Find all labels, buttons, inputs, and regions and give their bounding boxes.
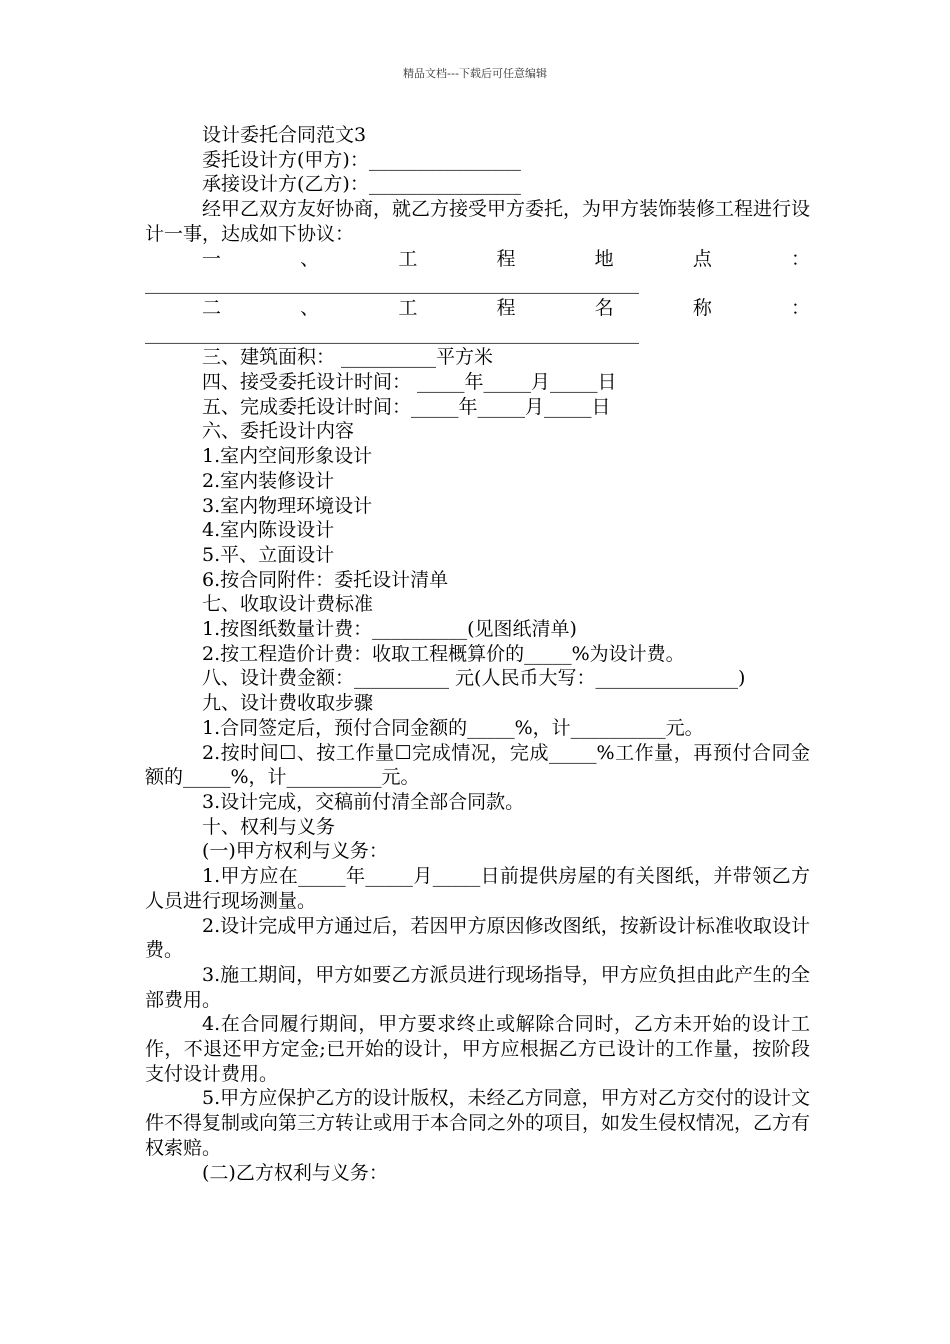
paragraph: 五、完成委托设计时间：_____年_____月_____日 — [202, 395, 611, 418]
paragraph: 设计委托合同范文3 — [202, 124, 367, 146]
paragraph: 十、权利与义务 — [202, 815, 336, 838]
paragraph: 经甲乙双方友好协商，就乙方接受甲方委托，为甲方装饰装修工程进行设计一事，达成如下协议： — [145, 198, 811, 245]
paragraph: 八、设计费金额：__________ 元(人民币大写：_______________) — [202, 667, 746, 690]
paragraph: 2.设计完成甲方通过后，若因甲方原因修改图纸，按新设计标准收取设计费。 — [145, 914, 810, 962]
paragraph: 4.在合同履行期间，甲方要求终止或解除合同时，乙方未开始的设计工作，不退还甲方定金;已开始的设计，甲方应根据乙方已设计的工作量，按阶段支付设计费用。 — [145, 1013, 810, 1085]
paragraph: 5.平、立面设计 — [202, 543, 335, 566]
paragraph: 委托设计方(甲方)：________________ — [202, 148, 521, 171]
paragraph: 一、工程地点： ____________________________________________________ — [145, 247, 810, 295]
paragraph: 九、设计费收取步骤 — [202, 692, 374, 715]
paragraph: (一)甲方权利与义务： — [202, 840, 388, 863]
page-header: 精品文档---下载后可任意编辑 — [403, 67, 547, 80]
paragraph: 六、委托设计内容 — [202, 420, 355, 443]
paragraph: 1.室内空间形象设计 — [202, 445, 373, 468]
paragraph: 6.按合同附件：委托设计清单 — [202, 568, 449, 591]
paragraph: 2.按工程造价计费：收取工程概算价的_____%为设计费。 — [202, 642, 685, 665]
paragraph: 3.室内物理环境设计 — [202, 494, 373, 517]
paragraph: 5.甲方应保护乙方的设计版权，未经乙方同意，甲方对乙方交付的设计文件不得复制或向第三方转让或用于本合同之外的项目，如发生侵权情况，乙方有权索赔。 — [145, 1087, 811, 1159]
paragraph: 1.合同签定后，预付合同金额的_____%，计__________元。 — [202, 716, 704, 739]
document-body — [145, 123, 810, 1185]
paragraph: 3.设计完成，交稿前付清全部合同款。 — [202, 790, 525, 813]
paragraph: 1.按图纸数量计费：__________(见图纸清单) — [202, 618, 577, 641]
paragraph: 1.甲方应在_____年_____月_____日前提供房屋的有关图纸，并带领乙方人员进行现场测量。 — [145, 865, 810, 912]
paragraph: 四、接受委托设计时间： _____年_____月_____日 — [202, 371, 617, 394]
paragraph: (二)乙方权利与义务： — [202, 1161, 388, 1184]
paragraph: 三、建筑面积： __________平方米 — [202, 346, 494, 369]
paragraph: 承接设计方(乙方)：________________ — [202, 173, 521, 196]
paragraph: 4.室内陈设设计 — [202, 519, 335, 542]
paragraph: 2.按时间☐、按工作量☐完成情况，完成_____%工作量，再预付合同金额的_____%，计__________元。 — [145, 741, 810, 789]
paragraph: 七、收取设计费标准 — [202, 593, 374, 616]
paragraph: 2.室内装修设计 — [202, 469, 335, 492]
paragraph: 二、工程名称： ____________________________________________________ — [145, 296, 810, 344]
paragraph: 3.施工期间，甲方如要乙方派员进行现场指导，甲方应负担由此产生的全部费用。 — [145, 963, 810, 1011]
